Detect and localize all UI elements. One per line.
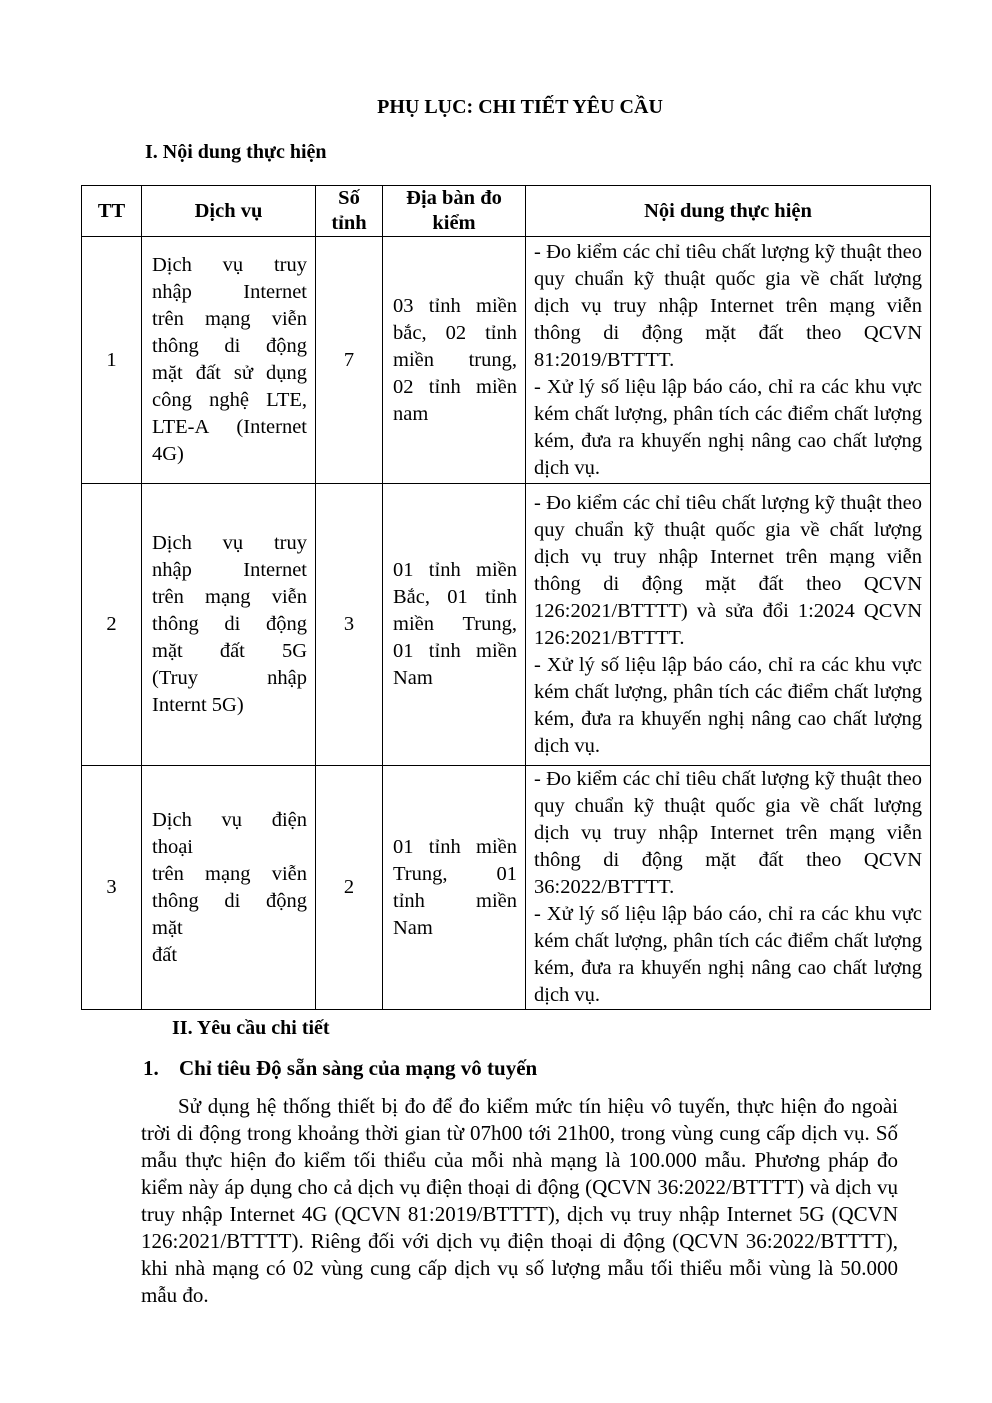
- cell-area: [383, 766, 526, 1010]
- service-line: công nghệ LTE,: [152, 389, 307, 411]
- content-measurement: - Đo kiểm các chỉ tiêu chất lượng kỹ thuật theo quy chuẩn kỹ thuật quốc gia về chất lượng dịch vụ truy nhập Internet trên mạng viễn thông di động mặt đất theo QCVN 126:2021/BTTTT) và sửa đổi 1:2024 QCVN 126:2021/BTTTT.: [534, 491, 922, 649]
- cell-service: [142, 766, 316, 1010]
- cell-provinces: 2: [316, 766, 383, 1010]
- area-line: miền Trung,: [393, 613, 517, 635]
- cell-content: [526, 484, 931, 766]
- service-line: thông di động: [152, 335, 307, 357]
- cell-content: [526, 766, 931, 1010]
- subsection-number: 1.: [143, 1056, 159, 1080]
- area-line: 01 tỉnh miền: [393, 835, 517, 858]
- area-line: 01 tỉnh miền: [393, 559, 517, 581]
- service-line: mặt: [152, 916, 183, 939]
- area-line: 02 tỉnh miền: [393, 375, 517, 398]
- service-line: đất: [152, 943, 178, 966]
- header-provinces: [316, 186, 383, 237]
- cell-provinces: 3: [316, 484, 383, 766]
- service-line: LTE-A (Internet: [152, 416, 307, 438]
- service-line: (Truy nhập: [152, 667, 307, 689]
- section-heading-details: II. Yêu cầu chi tiết: [172, 1017, 330, 1039]
- content-report: - Xử lý số liệu lập báo cáo, chỉ ra các khu vực kém chất lượng, phân tích các điểm chất lượng kém, đưa ra khuyến nghị nâng cao chất lượng dịch vụ.: [534, 903, 922, 1006]
- service-line: trên mạng viễn: [152, 308, 307, 330]
- cell-tt: 1: [82, 237, 142, 484]
- area-line: bắc, 02 tỉnh: [393, 321, 517, 344]
- service-line: Dịch vụ điện: [152, 808, 307, 831]
- table-row: [82, 766, 931, 1010]
- cell-service: [142, 237, 316, 484]
- service-line: Dịch vụ truy: [152, 532, 307, 554]
- content-measurement: - Đo kiểm các chỉ tiêu chất lượng kỹ thuật theo quy chuẩn kỹ thuật quốc gia về chất lượng dịch vụ truy nhập Internet trên mạng viễn thông di động mặt đất theo QCVN 36:2022/BTTTT.: [534, 768, 922, 898]
- service-line: 4G): [152, 443, 184, 465]
- page-title: PHỤ LỤC: CHI TIẾT YÊU CẦU: [377, 96, 663, 118]
- header-area-line2: kiểm: [432, 212, 476, 234]
- header-service: Dịch vụ: [142, 186, 316, 237]
- service-line: nhập Internet: [152, 559, 307, 581]
- service-line: thông di động: [152, 889, 307, 912]
- table-row: [82, 237, 931, 484]
- service-line: thông di động: [152, 613, 307, 635]
- header-provinces-line2: tỉnh: [331, 212, 367, 234]
- subsection-heading: [143, 1056, 537, 1081]
- service-line: trên mạng viễn: [152, 862, 307, 885]
- service-line: mặt đất sử dụng: [152, 362, 307, 384]
- header-content: Nội dung thực hiện: [526, 186, 931, 237]
- area-line: Trung, 01: [393, 862, 517, 885]
- service-line: trên mạng viễn: [152, 586, 307, 608]
- cell-provinces: 7: [316, 237, 383, 484]
- cell-area: [383, 484, 526, 766]
- cell-service: [142, 484, 316, 766]
- area-line: nam: [393, 402, 429, 425]
- table-header-row: [82, 186, 931, 237]
- body-paragraph: Sử dụng hệ thống thiết bị đo để đo kiểm mức tín hiệu vô tuyến, thực hiện đo ngoài trời di động trong khoảng thời gian từ 07h00 tới 21h00, trong vùng cung cấp dịch vụ. Số mẫu thực hiện đo kiểm tối thiểu của mỗi nhà mạng là 100.000 mẫu. Phương pháp đo kiểm này áp dụng cho cả dịch vụ điện thoại di động (QCVN 36:2022/BTTTT) và dịch vụ truy nhập Internet 4G (QCVN 81:2019/BTTTT), dịch vụ truy nhập Internet 5G (QCVN 126:2021/BTTTT). Riêng đối với dịch vụ điện thoại di động (QCVN 36:2022/BTTTT), khi nhà mạng có 02 vùng cung cấp dịch vụ số lượng mẫu tối thiểu mỗi vùng là 50.000 mẫu đo.: [141, 1094, 898, 1307]
- table-row: [82, 484, 931, 766]
- header-tt: TT: [82, 186, 142, 237]
- subsection-title: Chỉ tiêu Độ sẵn sàng của mạng vô tuyến: [179, 1056, 538, 1080]
- cell-tt: 3: [82, 766, 142, 1010]
- content-measurement: - Đo kiểm các chỉ tiêu chất lượng kỹ thuật theo quy chuẩn kỹ thuật quốc gia về chất lượng dịch vụ truy nhập Internet trên mạng viễn thông di động mặt đất theo QCVN 81:2019/BTTTT.: [534, 240, 922, 371]
- service-line: nhập Internet: [152, 281, 307, 303]
- area-line: Bắc, 01 tỉnh: [393, 586, 517, 608]
- area-line: 01 tỉnh miền: [393, 640, 517, 662]
- service-line: mặt đất 5G: [152, 640, 307, 662]
- service-line: Dịch vụ truy: [152, 254, 307, 276]
- content-report: - Xử lý số liệu lập báo cáo, chỉ ra các khu vực kém chất lượng, phân tích các điểm chất lượng kém, đưa ra khuyến nghị nâng cao chất lượng dịch vụ.: [534, 653, 922, 757]
- area-line: 03 tỉnh miền: [393, 294, 517, 317]
- cell-content: [526, 237, 931, 484]
- requirements-table: [81, 185, 931, 1010]
- area-line: Nam: [393, 667, 433, 689]
- header-area-line1: Địa bàn đo: [406, 187, 502, 209]
- cell-area: [383, 237, 526, 484]
- area-line: miền trung,: [393, 348, 517, 371]
- header-provinces-line1: Số: [338, 187, 360, 209]
- section-heading-content: I. Nội dung thực hiện: [145, 141, 327, 163]
- area-line: Nam: [393, 916, 433, 939]
- service-line: Internt 5G): [152, 694, 244, 716]
- cell-tt: 2: [82, 484, 142, 766]
- content-report: - Xử lý số liệu lập báo cáo, chỉ ra các khu vực kém chất lượng, phân tích các điểm chất lượng kém, đưa ra khuyến nghị nâng cao chất lượng dịch vụ.: [534, 375, 922, 479]
- service-line: thoại: [152, 835, 193, 858]
- area-line: tỉnh miền: [393, 889, 517, 912]
- header-area: [383, 186, 526, 237]
